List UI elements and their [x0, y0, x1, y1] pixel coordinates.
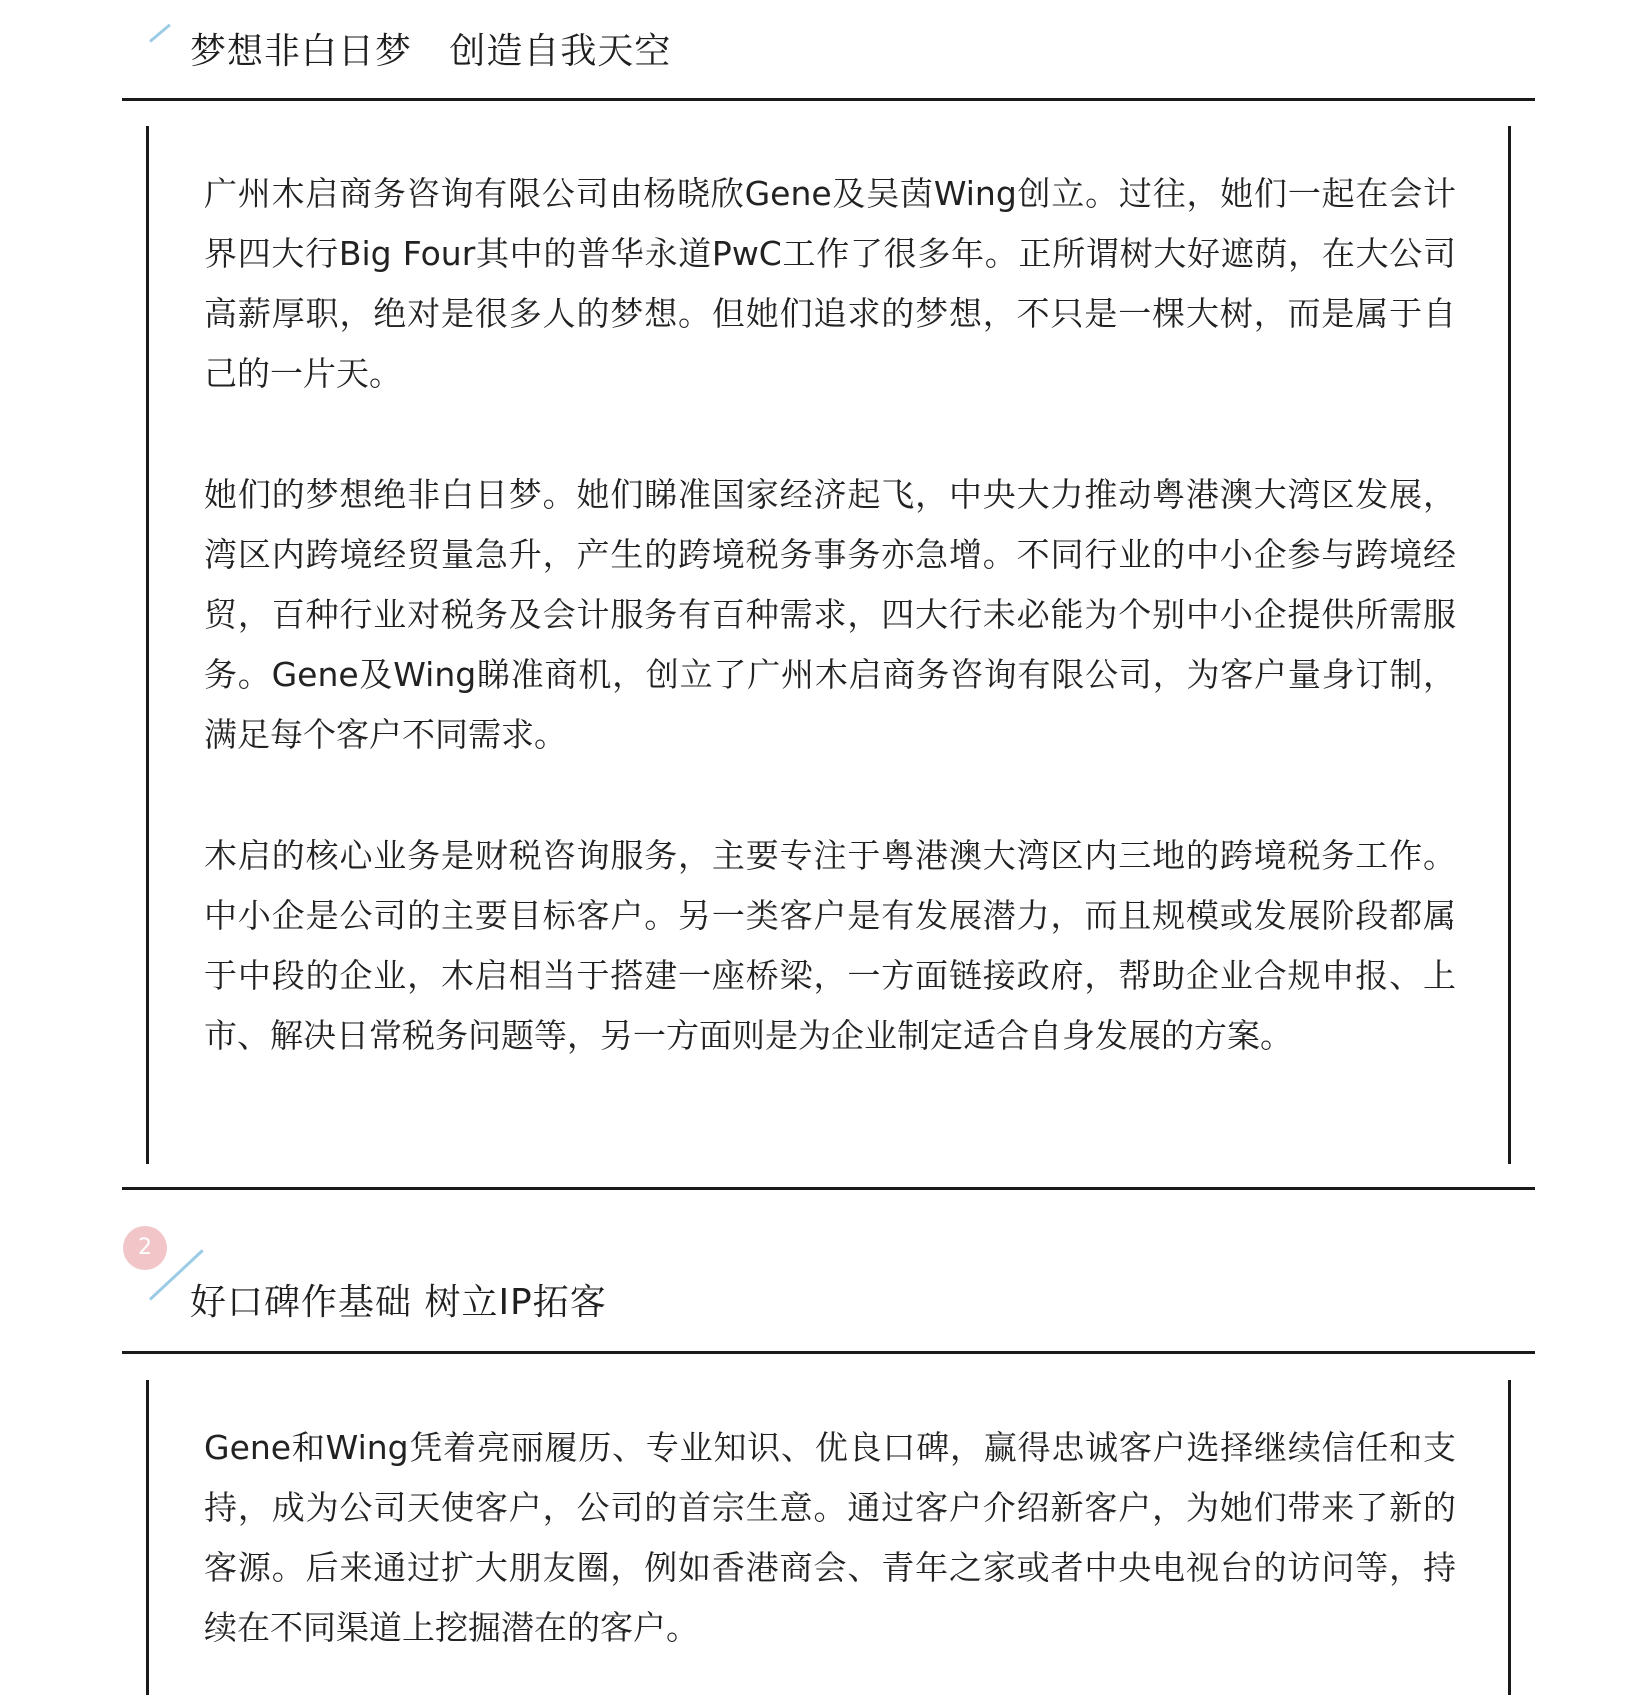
section-number-badge: 2 — [123, 1226, 167, 1270]
section-1-footer-rule — [122, 1187, 1535, 1190]
section-2-header-rule — [122, 1351, 1535, 1354]
section-1-header-rule — [122, 98, 1535, 101]
section-1-paragraph-1: 广州木启商务咨询有限公司由杨晓欣Gene及吴茵Wing创立。过往，她们一起在会计界四大行Big Four其中的普华永道PwC工作了很多年。正所谓树大好遮荫，在大公司高薪厚职，绝对是很多人的梦想。但她们追求的梦想，不只是一棵大树，而是属于自己的一片天。 — [204, 174, 1456, 393]
section-1-left-border — [146, 126, 149, 1164]
section-1-title: 梦想非白日梦 创造自我天空 — [190, 31, 672, 72]
accent-slash-icon — [149, 24, 171, 43]
section-2-title: 好口碑作基础 树立IP拓客 — [190, 1282, 607, 1323]
section-2-paragraph-1: Gene和Wing凭着亮丽履历、专业知识、优良口碑，赢得忠诚客户选择继续信任和支持，成为公司天使客户，公司的首宗生意。通过客户介绍新客户，为她们带来了新的客源。后来通过扩大朋友圈，例如香港商会、青年之家或者中央电视台的访问等，持续在不同渠道上挖掘潜在的客户。 — [204, 1428, 1456, 1647]
section-1-paragraph-2: 她们的梦想绝非白日梦。她们睇准国家经济起飞，中央大力推动粤港澳大湾区发展，湾区内跨境经贸量急升，产生的跨境税务事务亦急增。不同行业的中小企参与跨境经贸，百种行业对税务及会计服务有百种需求，四大行未必能为个别中小企提供所需服务。Gene及Wing睇准商机，创立了广州木启商务咨询有限公司，为客户量身订制，满足每个客户不同需求。 — [204, 475, 1456, 754]
section-2-left-border — [146, 1380, 149, 1695]
section-2-right-border — [1508, 1380, 1511, 1695]
section-1-paragraph-3: 木启的核心业务是财税咨询服务，主要专注于粤港澳大湾区内三地的跨境税务工作。中小企是公司的主要目标客户。另一类客户是有发展潜力，而且规模或发展阶段都属于中段的企业，木启相当于搭建一座桥梁，一方面链接政府，帮助企业合规申报、上市、解决日常税务问题等，另一方面则是为企业制定适合自身发展的方案。 — [204, 836, 1456, 1055]
section-1-right-border — [1508, 126, 1511, 1164]
